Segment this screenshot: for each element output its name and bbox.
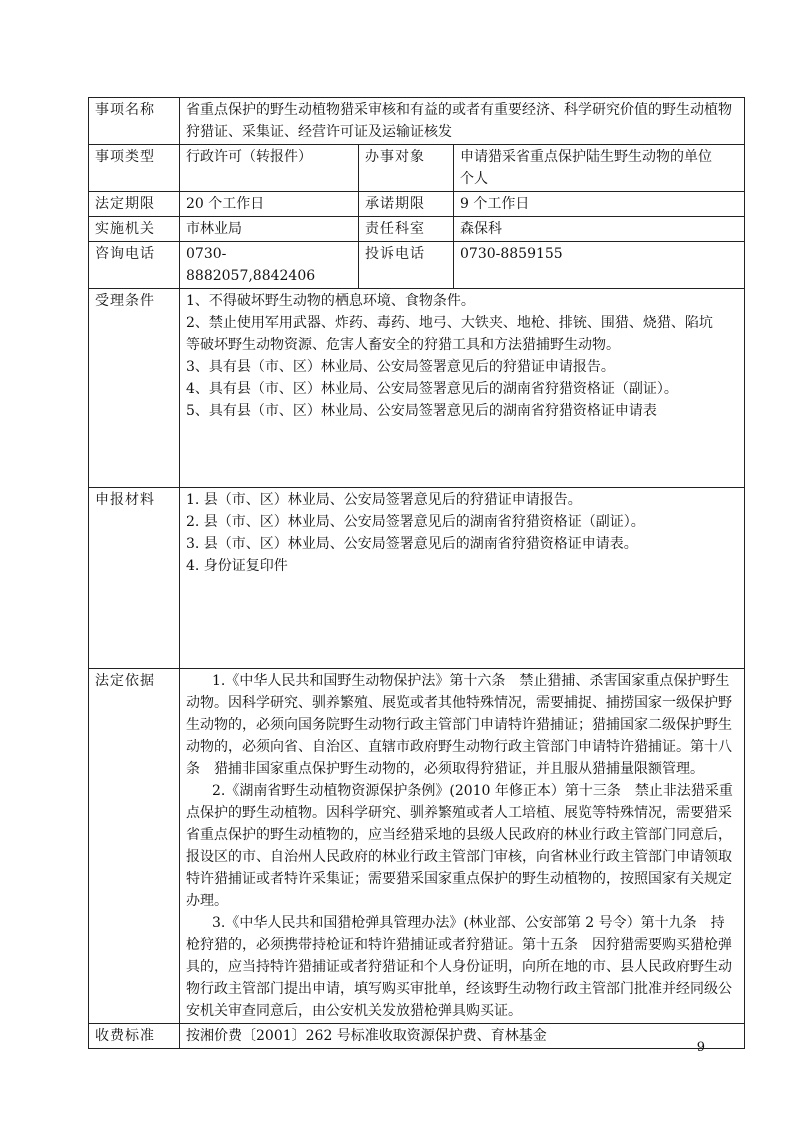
material-item: 2. 县（市、区）林业局、公安局签署意见后的湖南省狩猎资格证（副证）。 (186, 514, 645, 530)
conditions-value (180, 289, 745, 488)
complaint-phone-value: 0730-8859155 (454, 242, 745, 289)
item-type-value: 行政许可（转报件） (180, 145, 359, 192)
legal-basis-paragraph: 3.《中华人民共和国猎枪弹具管理办法》(林业部、公安部第 2 号令）第十九条 持枪狩猎的，必须携带持枪证和特许猎捕证或者狩猎证。第十五条 因狩猎需要购买猎枪弹具的，应当持特许猎捕证或者狩猎证和个人身份证明，向所在地的市、县人民政府野生动物行政主管部门提出申请，填写购买审批单，经该野生动物行政主管部门批准并经同级公安机关审查同意后，由公安机关发放猎枪弹具购买证。 (186, 915, 732, 1019)
material-item: 1. 县（市、区）林业局、公安局签署意见后的狩猎证申请报告。 (186, 492, 582, 508)
condition-item: 1、不得破坏野生动物的栖息环境、食物条件。 (186, 293, 475, 309)
legal-period-label: 法定期限 (89, 192, 180, 217)
item-name-label: 事项名称 (89, 98, 180, 145)
legal-basis-paragraph: 1.《中华人民共和国野生动物保护法》第十六条 禁止猎捕、杀害国家重点保护野生动物。因科学研究、驯养繁殖、展览或者其他特殊情况，需要捕捉、捕捞国家一级保护野生动物的，必须向国务院野生动物行政主管部门申请特许猎捕证；猎捕国家二级保护野生动物的，必须向省、自治区、直辖市政府野生动物行政主管部门申请特许猎捕证。第十八条 猎捕非国家重点保护野生动物的，必须取得狩猎证，并且服从猎捕量限额管理。 (186, 673, 732, 777)
material-item: 4. 身份证复印件 (186, 558, 288, 574)
complaint-phone-label: 投诉电话 (359, 242, 454, 289)
fee-value: 按湘价费〔2001〕262 号标准收取资源保护费、育林基金 (180, 1024, 745, 1049)
condition-item: 2、禁止使用军用武器、炸药、毒药、地弓、大铁夹、地枪、排铳、围猎、烧猎、陷坑 (186, 315, 713, 331)
agency-row (89, 217, 745, 242)
item-type-label: 事项类型 (89, 145, 180, 192)
condition-item: 3、具有县（市、区）林业局、公安局签署意见后的狩猎证申请报告。 (186, 359, 615, 375)
agency-label: 实施机关 (89, 217, 180, 242)
service-item-table (88, 97, 745, 1049)
page-number: 9 (696, 1040, 705, 1055)
phone-row (89, 242, 745, 289)
conditions-row (89, 289, 745, 488)
item-name-row (89, 98, 745, 145)
condition-item: 4、具有县（市、区）林业局、公安局签署意见后的湖南省狩猎资格证（副证）。 (186, 381, 678, 397)
target-value: 申请猎采省重点保护陆生野生动物的单位 个人 (454, 145, 745, 192)
fee-label: 收费标准 (89, 1024, 180, 1049)
materials-label: 申报材料 (89, 488, 180, 669)
materials-value (180, 488, 745, 669)
legal-basis-label: 法定依据 (89, 669, 180, 1024)
item-type-row (89, 145, 745, 192)
consult-phone-label: 咨询电话 (89, 242, 180, 289)
legal-basis-row (89, 669, 745, 1024)
condition-item: 5、具有县（市、区）林业局、公安局签署意见后的湖南省狩猎资格证申请表 (186, 403, 657, 419)
target-label: 办事对象 (359, 145, 454, 192)
promised-period-value: 9 个工作日 (454, 192, 745, 217)
promised-period-label: 承诺期限 (359, 192, 454, 217)
page-number-wrap (0, 1040, 793, 1055)
material-item: 3. 县（市、区）林业局、公安局签署意见后的湖南省狩猎资格证申请表。 (186, 536, 638, 552)
section-value: 森保科 (454, 217, 745, 242)
condition-item: 等破坏野生动物资源、危害人畜安全的狩猎工具和方法猎捕野生动物。 (186, 337, 620, 353)
materials-row (89, 488, 745, 669)
period-row (89, 192, 745, 217)
agency-value: 市林业局 (180, 217, 359, 242)
legal-basis-paragraph: 2.《湖南省野生动植物资源保护条例》(2010 年修正本）第十三条 禁止非法猎采重点保护的野生动植物。因科学研究、驯养繁殖或者人工培植、展览等特殊情况，需要猎采省重点保护的野生动植物的，应当经猎采地的县级人民政府的林业行政主管部门同意后，报设区的市、自治州人民政府的林业行政主管部门审核，向省林业行政主管部门申请领取特许猎捕证或者特许采集证；需要猎采国家重点保护的野生动植物的，按照国家有关规定办理。 (186, 783, 733, 909)
legal-basis-value (180, 669, 745, 1024)
section-label: 责任科室 (359, 217, 454, 242)
legal-period-value: 20 个工作日 (180, 192, 359, 217)
item-name-value: 省重点保护的野生动植物猎采审核和有益的或者有重要经济、科学研究价值的野生动植物 狩猎证、采集证、经营许可证及运输证核发 (180, 98, 745, 145)
conditions-label: 受理条件 (89, 289, 180, 488)
consult-phone-value: 0730-8882057,8842406 (180, 242, 359, 289)
